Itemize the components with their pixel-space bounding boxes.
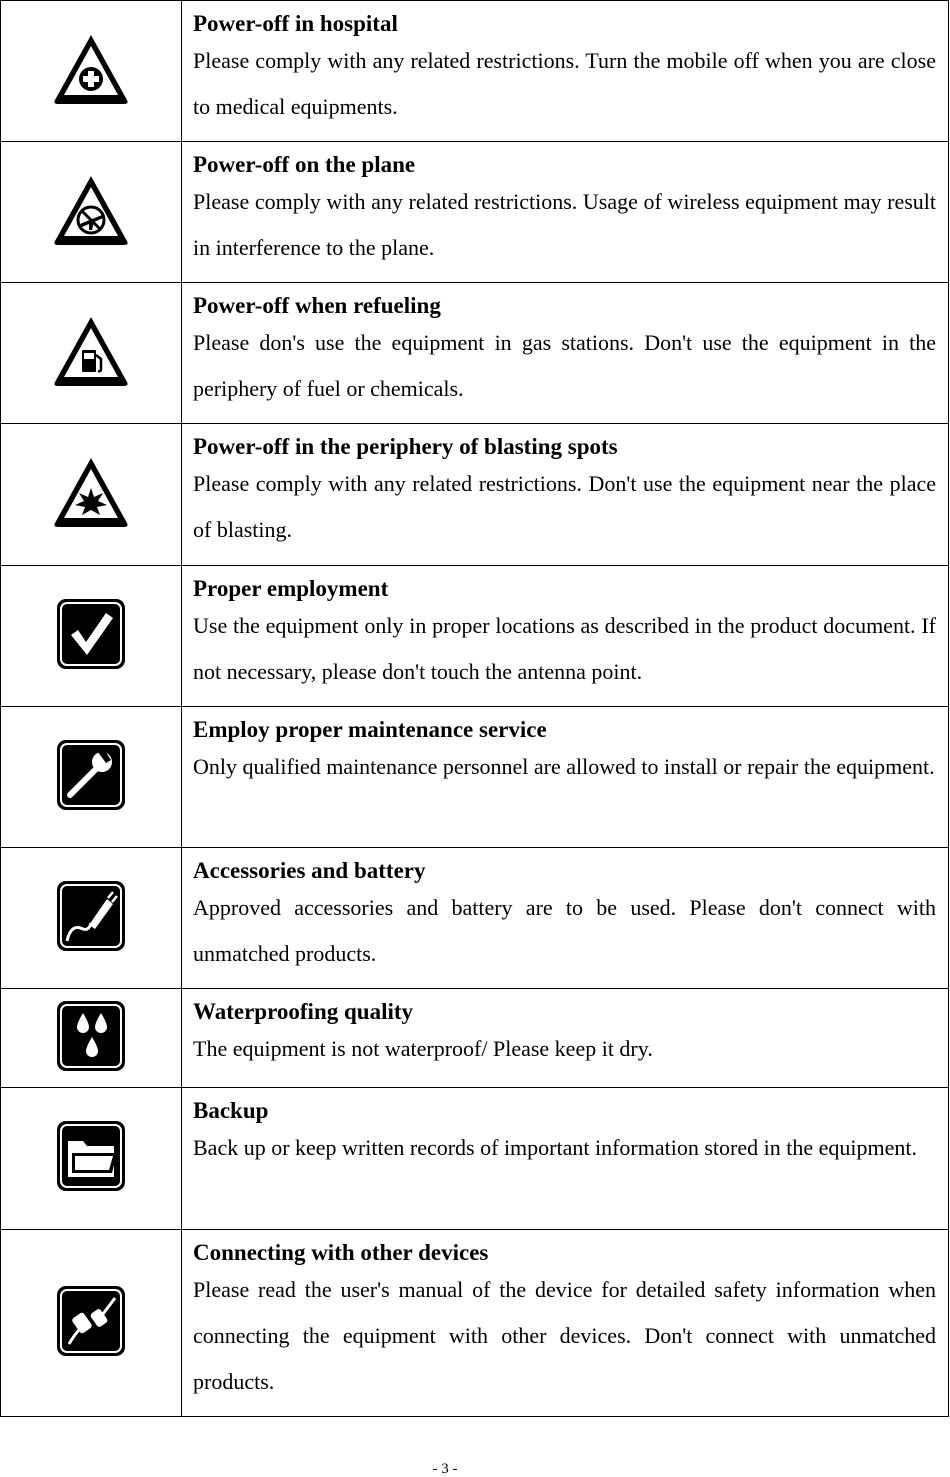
checkmark-icon: [51, 597, 131, 671]
item-title: Connecting with other devices: [193, 1240, 489, 1265]
table-row: [1, 1, 949, 142]
item-title: Power-off on the plane: [193, 152, 416, 177]
item-title: Power-off in the periphery of blasting spots: [193, 434, 618, 459]
table-row: [1, 1230, 949, 1417]
item-body: The equipment is not waterproof/ Please keep it dry.: [193, 1036, 653, 1061]
item-body: Only qualified maintenance personnel are allowed to install or repair the equipment.: [193, 754, 935, 779]
water-drops-icon: [51, 999, 131, 1073]
table-row: [1, 142, 949, 283]
item-body: Please don's use the equipment in gas stations. Don't use the equipment in the periphery of fuel or chemicals.: [193, 330, 936, 401]
item-title: Proper employment: [193, 576, 389, 601]
item-title: Power-off in hospital: [193, 11, 398, 36]
table-row: [1, 424, 949, 566]
item-body: Please comply with any related restrictions. Usage of wireless equipment may result in interference to the plane.: [193, 189, 936, 260]
item-title: Accessories and battery: [193, 858, 426, 883]
hospital-icon: [51, 32, 131, 106]
item-body: Use the equipment only in proper locations as described in the product document. If not necessary, please don't touch the antenna point.: [193, 613, 936, 684]
wrench-icon: [51, 738, 131, 812]
item-title: Employ proper maintenance service: [193, 717, 547, 742]
table-row: [1, 1088, 949, 1230]
table-row: [1, 848, 949, 989]
connector-icon: [51, 1284, 131, 1358]
table-row: [1, 566, 949, 707]
item-body: Back up or keep written records of important information stored in the equipment.: [193, 1135, 917, 1160]
item-body: Please comply with any related restrictions. Turn the mobile off when you are close to medical equipments.: [193, 48, 936, 119]
table-row: [1, 989, 949, 1088]
battery-plug-icon: [51, 879, 131, 953]
item-title: Backup: [193, 1098, 269, 1123]
item-title: Power-off when refueling: [193, 293, 441, 318]
item-title: Waterproofing quality: [193, 999, 414, 1024]
table-row: [1, 707, 949, 848]
page-number: - 3 -: [432, 1461, 458, 1477]
item-body: Please read the user's manual of the device for detailed safety information when connecting the equipment with other devices. Don't connect with unmatched products.: [193, 1277, 936, 1394]
table-row: [1, 283, 949, 424]
item-body: Please comply with any related restrictions. Don't use the equipment near the place of blasting.: [193, 471, 936, 542]
airplane-icon: [51, 173, 131, 247]
fuel-pump-icon: [51, 314, 131, 388]
explosion-icon: [51, 455, 131, 529]
item-body: Approved accessories and battery are to be used. Please don't connect with unmatched products.: [193, 895, 936, 966]
folder-icon: [51, 1119, 131, 1193]
